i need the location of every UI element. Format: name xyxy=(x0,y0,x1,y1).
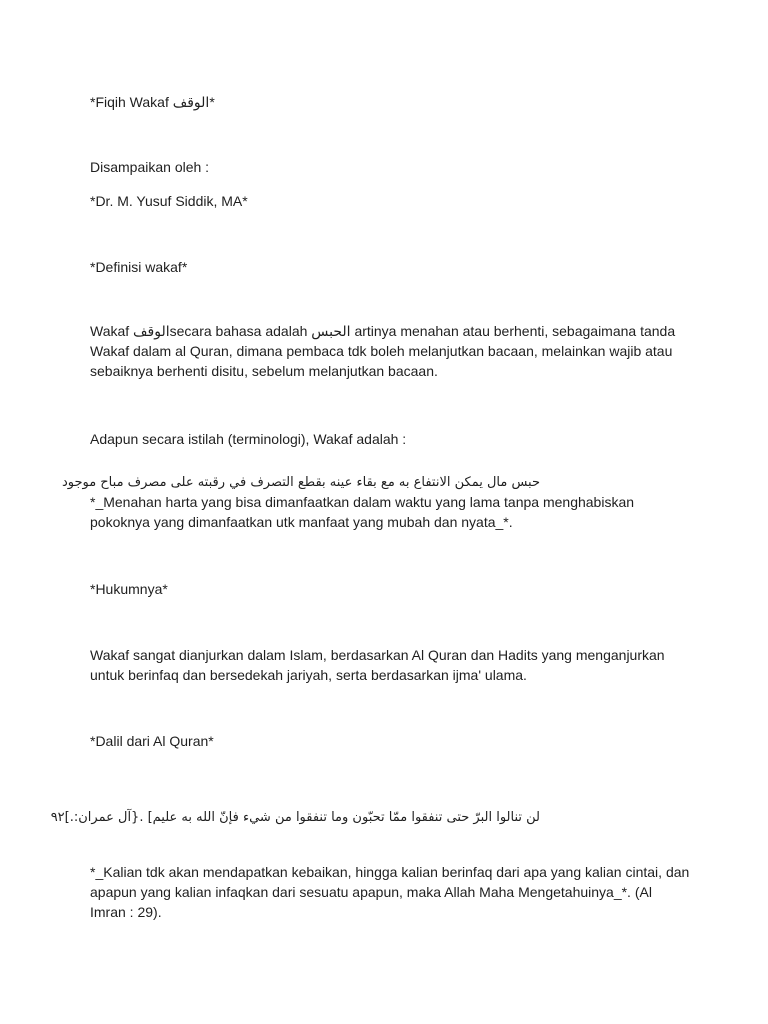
definisi-line: Wakaf dalam al Quran, dimana pembaca tdk boleh melanjutkan bacaan, melainkan wajib atau xyxy=(90,343,673,359)
document-title: *Fiqih Wakaf الوقف* xyxy=(90,94,215,110)
presenter-name: *Dr. M. Yusuf Siddik, MA* xyxy=(90,193,248,209)
istilah-arabic-text: حبس مال يمكن الانتفاع به مع بقاء عينه بقطع التصرف في رقبته على مصرف مباح موجود xyxy=(61,475,540,490)
dalil-translation-line: apapun yang kalian infaqkan dari sesuatu apapun, maka Allah Maha Mengetahuinya_*. (Al xyxy=(90,884,652,900)
istilah-translation-line: *_Menahan harta yang bisa dimanfaatkan dalam waktu yang lama tanpa menghabiskan xyxy=(90,494,635,510)
hukum-line: Wakaf sangat dianjurkan dalam Islam, berdasarkan Al Quran dan Hadits yang menganjurkan xyxy=(90,647,665,663)
istilah-translation xyxy=(90,492,690,532)
dalil-arabic-verse: لن تنالوا البرّ حتى تنفقوا ممّا تحبّون وما تنفقوا من شيء فإنّ الله به عليم] .{آل عمران:.]٩٢ xyxy=(50,810,540,825)
istilah-translation-line: pokoknya yang dimanfaatkan utk manfaat yang mubah dan nyata_*. xyxy=(90,514,513,530)
definisi-line: sebaiknya berhenti disitu, sebelum melanjutkan bacaan. xyxy=(90,363,438,379)
definisi-heading: *Definisi wakaf* xyxy=(90,259,188,275)
dalil-heading: *Dalil dari Al Quran* xyxy=(90,733,214,749)
dalil-translation-line: *_Kalian tdk akan mendapatkan kebaikan, hingga kalian berinfaq dari apa yang kalian cintai, dan xyxy=(90,864,690,880)
hukum-line: untuk berinfaq dan bersedekah jariyah, serta berdasarkan ijma' ulama. xyxy=(90,667,527,683)
dalil-translation-line: Imran : 29). xyxy=(90,904,162,920)
dalil-translation xyxy=(90,862,690,922)
presenter-label: Disampaikan oleh : xyxy=(90,159,210,175)
hukum-heading: *Hukumnya* xyxy=(90,581,168,597)
hukum-paragraph xyxy=(90,645,690,685)
istilah-intro: Adapun secara istilah (terminologi), Wakaf adalah : xyxy=(90,431,407,447)
definisi-paragraph xyxy=(90,321,690,381)
definisi-line: Wakaf الوقفsecara bahasa adalah الحبس artinya menahan atau berhenti, sebagaimana tanda xyxy=(90,323,676,339)
